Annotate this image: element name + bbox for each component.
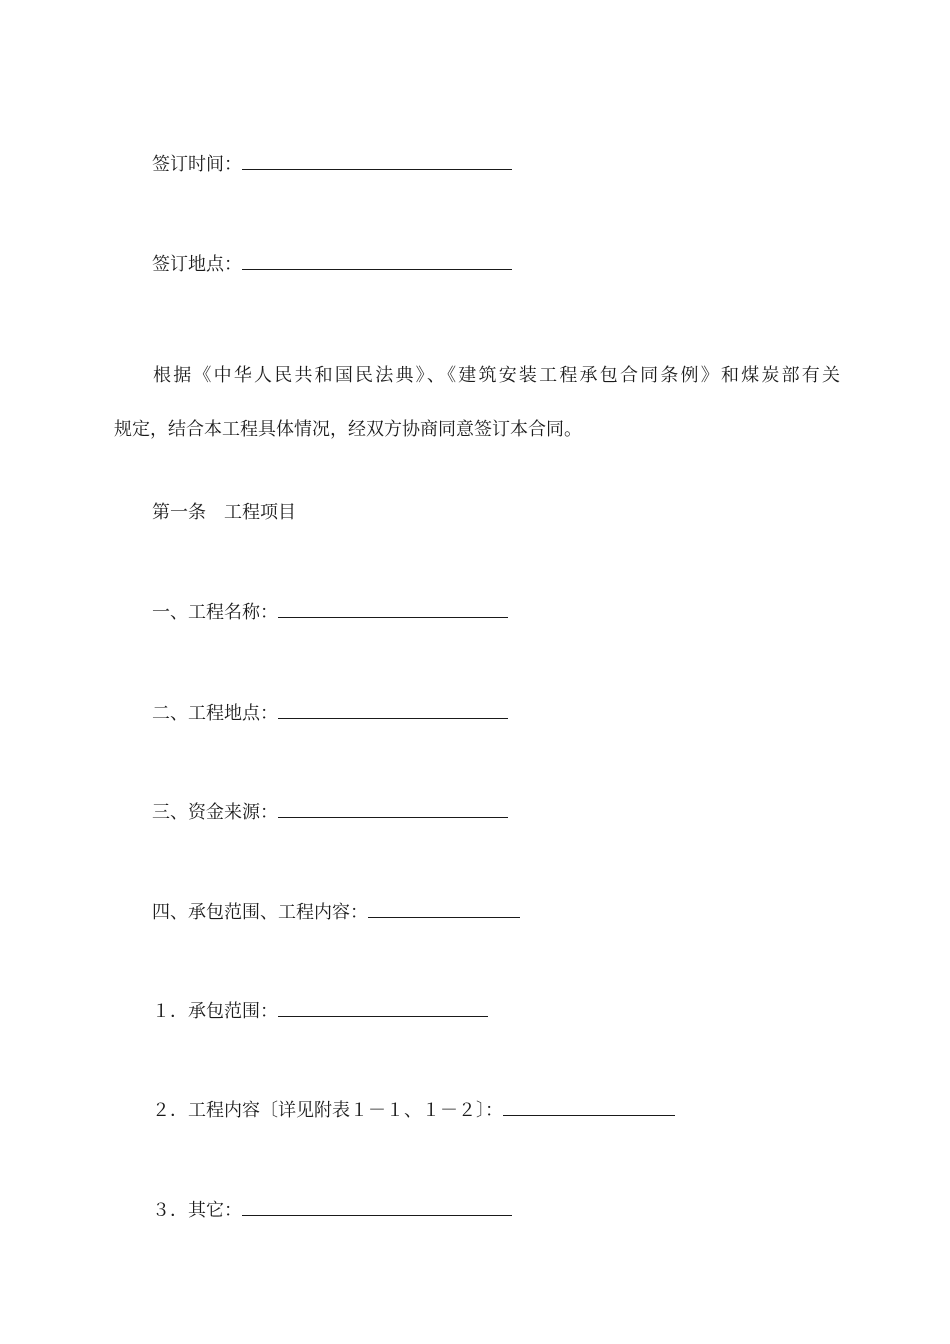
sub-scope-label: １．承包范围： [152,1001,278,1022]
sub-content-blank[interactable] [503,1101,675,1116]
scope-content-row [152,901,520,925]
intro-line-2: 规定，结合本工程具体情况，经双方协商同意签订本合同。 [114,419,582,440]
sign-place-row [152,253,512,277]
fund-source-row [152,801,508,825]
fund-source-blank[interactable] [278,803,508,818]
scope-content-label: 四、承包范围、工程内容： [152,902,368,923]
scope-content-blank[interactable] [368,903,520,918]
sign-time-label: 签订时间： [152,154,242,175]
sub-content-row [152,1099,675,1123]
sub-scope-blank[interactable] [278,1002,488,1017]
sub-other-label: ３．其它： [152,1200,242,1221]
sign-time-row [152,153,512,177]
sub-other-blank[interactable] [242,1201,512,1216]
sub-scope-row [152,1000,488,1024]
project-place-label: 二、工程地点： [152,703,278,724]
project-place-row [152,702,508,726]
sign-place-blank[interactable] [242,255,512,270]
sign-place-label: 签订地点： [152,254,242,275]
project-name-label: 一、工程名称： [152,602,278,623]
article-1-heading: 第一条 工程项目 [152,502,296,523]
intro-line-1: 根据《中华人民共和国民法典》、《建筑安装工程承包合同条例》和煤炭部有关 [153,365,840,386]
project-place-blank[interactable] [278,704,508,719]
project-name-blank[interactable] [278,603,508,618]
sub-other-row [152,1199,512,1223]
sign-time-blank[interactable] [242,155,512,170]
fund-source-label: 三、资金来源： [152,802,278,823]
intro-paragraph [114,349,840,457]
sub-content-label: ２．工程内容〔详见附表１－１、１－２〕： [152,1100,503,1121]
project-name-row [152,601,508,625]
